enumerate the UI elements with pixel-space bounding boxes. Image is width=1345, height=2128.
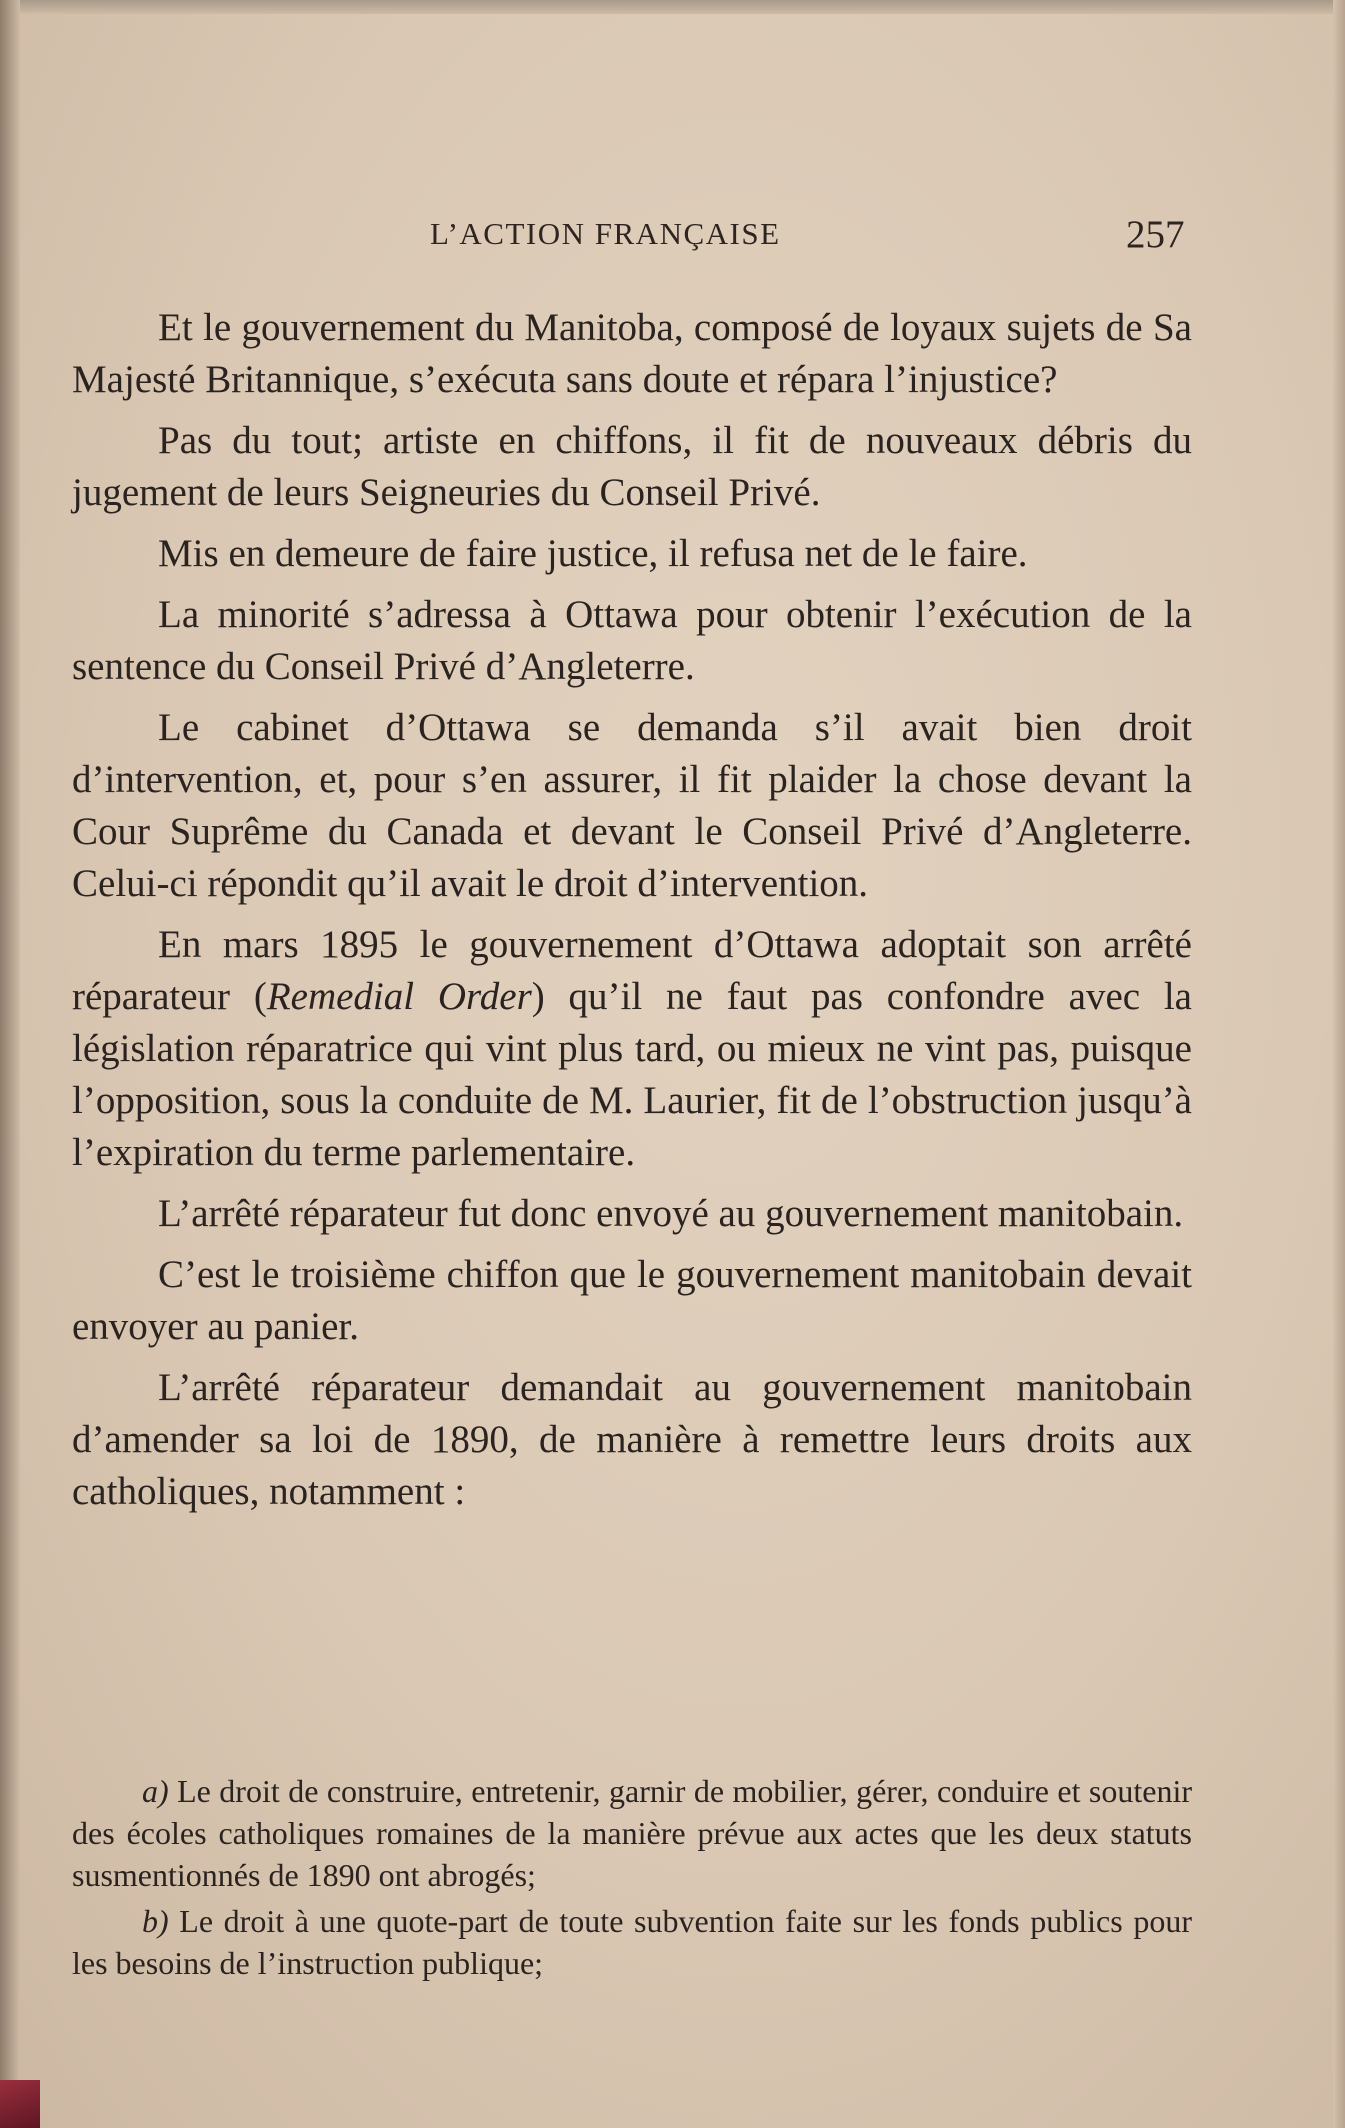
list-item — [72, 1770, 1192, 1896]
paragraph-remedial-order — [72, 919, 1192, 1179]
page-top-edge — [0, 0, 1345, 14]
page-number: 257 — [1126, 213, 1185, 256]
paragraph-arrete-demandait: L’arrêté réparateur demandait au gouvernement manitobain d’amender sa loi de 1890, de manière à remettre leurs droits aux catholiques, notamment : — [72, 1366, 1192, 1513]
paragraph-cabinet-ottawa: Le cabinet d’Ottawa se demanda s’il avait bien droit d’intervention, et, pour s’en assurer, il fit plaider la chose devant la Cour Suprême du Canada et devant le Conseil Privé d’Angleterre. Celui-ci répondit qu’il avait le droit d’intervention. — [72, 706, 1192, 905]
list-item-letter: a) — [142, 1773, 169, 1809]
remedial-text-before: En mars 1895 le gouvernement d’Ottawa adoptait son arrêté réparateur ( — [72, 923, 1192, 1018]
bookmark-ribbon — [0, 2080, 40, 2128]
page-right-edge — [1333, 0, 1345, 2128]
enumerated-rights-list — [72, 1770, 1192, 1988]
paragraph-manitoba-government: Et le gouvernement du Manitoba, composé de loyaux sujets de Sa Majesté Britannique, s’exécuta sans doute et répara l’injustice? — [72, 306, 1192, 401]
running-title: L’ACTION FRANÇAISE — [430, 216, 781, 251]
remedial-text-after: ) qu’il ne faut pas confondre avec la législation réparatrice qui vint plus tard, ou mieux ne vint pas, puisque l’opposition, sous la conduite de M. Laurier, fit de l’obstruction jusqu’à l’expiration du terme parlementaire. — [72, 975, 1192, 1174]
paragraph-arrete-envoye: L’arrêté réparateur fut donc envoyé au gouvernement manitobain. — [158, 1192, 1184, 1235]
list-item — [72, 1900, 1192, 1984]
remedial-order-italic: Remedial Order — [266, 975, 532, 1018]
page-header — [0, 212, 1345, 256]
list-item-letter: b) — [142, 1903, 169, 1939]
list-item-text: Le droit de construire, entretenir, garnir de mobilier, gérer, conduire et soutenir des écoles catholiques romaines de la manière prévue aux actes que les deux statuts susmentionnés de 1890 ont abrogés; — [72, 1773, 1193, 1893]
page-binding-edge — [0, 0, 20, 2128]
paragraph-troisieme-chiffon: C’est le troisième chiffon que le gouvernement manitobain devait envoyer au panier. — [72, 1253, 1192, 1348]
body-text — [72, 302, 1192, 1527]
paragraph-mis-en-demeure: Mis en demeure de faire justice, il refusa net de le faire. — [158, 532, 1028, 575]
list-item-text: Le droit à une quote-part de toute subvention faite sur les fonds publics pour les besoins de l’instruction publique; — [72, 1903, 1193, 1981]
paragraph-pas-du-tout: Pas du tout; artiste en chiffons, il fit de nouveaux débris du jugement de leurs Seigneuries du Conseil Privé. — [72, 419, 1192, 514]
paragraph-minorite: La minorité s’adressa à Ottawa pour obtenir l’exécution de la sentence du Conseil Privé d’Angleterre. — [72, 593, 1192, 688]
